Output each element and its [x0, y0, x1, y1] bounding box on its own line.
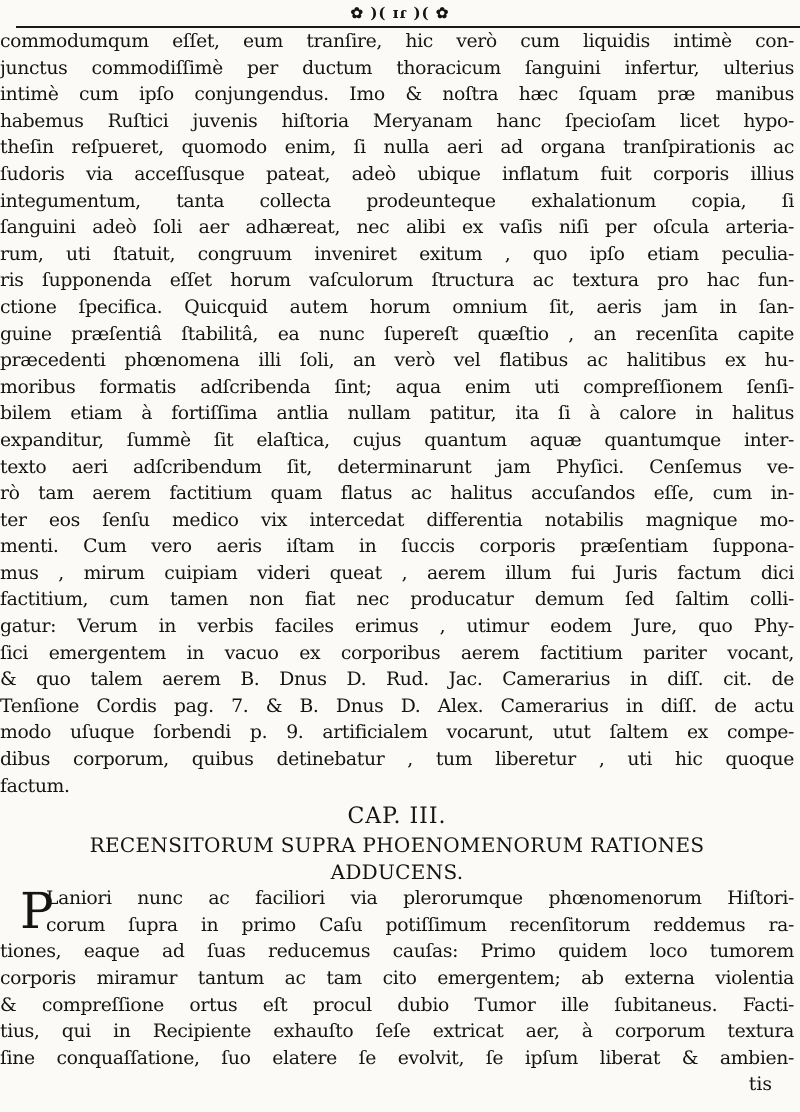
- text-line: guine præſentiâ ſtabilitâ, ea nunc ſupereſt quæſtio , an recenſita capite: [0, 323, 794, 345]
- text-line: commodumqum eſſet, eum tranſire, hic verò cum liquidis intimè con-: [0, 31, 794, 52]
- chapter-title-line-2: ADDUCENS.: [330, 860, 464, 885]
- text-line: bilem etiam à fortiſſima antlia nullam patitur, ita ſi à calore in halitus: [0, 403, 794, 425]
- text-line: dibus corporum, quibus detinebatur , tum liberetur , uti hic quoque: [0, 749, 794, 771]
- text-line: tiones, eaque ad ſuas reducemus cauſas: Primo quidem loco tumorem: [0, 941, 794, 963]
- text-line: & compreſſione ortus eſt procul dubio Tumor ille ſubitaneus. Facti-: [0, 994, 794, 1016]
- text-line: corporis miramur tantum ac tam cito emergentem; ab externa violentia: [0, 968, 794, 989]
- text-line: præcedenti phœnomena illi ſoli, an verò vel flatibus ac halitibus ex hu-: [0, 350, 794, 372]
- text-line: junctus commodiſſimè per ductum thoracicum ſanguini infertur, ulterius: [0, 57, 794, 79]
- text-line: mus , mirum cuipiam videri queat , aerem illum fui Juris factum dici: [0, 562, 794, 584]
- text-line: menti. Cum vero aeris iſtam in ſuccis corporis præſentiam ſuppona-: [0, 536, 794, 558]
- text-line: moribus formatis adſcribenda ſint; aqua enim uti compreſſionem ſenſi-: [0, 376, 794, 398]
- text-line: ctione ſpecifica. Quicquid autem horum omnium ſit, aeris jam in ſan-: [0, 296, 794, 318]
- header-rule: [16, 26, 800, 28]
- chapter-number: CAP. III.: [347, 804, 447, 830]
- text-line: ris ſupponenda eſſet horum vaſculorum ſtructura ac textura pro hac fun-: [0, 270, 794, 292]
- text-line: factum.: [0, 775, 70, 797]
- text-line: gatur: Verum in verbis faciles erimus , utimur eodem Jure, quo Phy-: [0, 616, 794, 638]
- text-line: ſanguini adeò ſoli aer adhæreat, nec alibi ex vaſis niſi per oſcula arteria-: [0, 217, 794, 239]
- text-line: theſin reſpueret, quomodo enim, ſi nulla aeri ad organa tranſpirationis ac: [0, 137, 794, 159]
- text-line: ſine conquaſſatione, ſuo elatere ſe evolvit, ſe ipſum liberat & ambien-: [0, 1047, 794, 1069]
- text-line: modo uſuque ſorbendi p. 9. artificialem vocarunt, utut ſaltem ex compe-: [0, 722, 794, 744]
- header-ornament: ✿ )( ɪɾ )( ✿: [350, 4, 450, 22]
- text-line: habemus Ruſtici juvenis hiſtoria Meryanam hanc ſpecioſam licet hypo-: [0, 110, 794, 132]
- text-line: Laniori nunc ac faciliori via plerorumque phœnomenorum Hiſtori-: [46, 888, 794, 910]
- text-line: corum ſupra in primo Caſu potiſſimum recenſitorum reddemus ra-: [46, 914, 794, 936]
- text-line: & quo talem aerem B. Dnus D. Rud. Jac. Camerarius in diſſ. cit. de: [0, 669, 794, 691]
- text-line: intimè cum ipſo conjungendus. Imo & noſtra hæc ſquam præ manibus: [0, 84, 794, 106]
- text-line: integumentum, tanta collecta prodeunteque exhalationum copia, ſi: [0, 190, 794, 212]
- paragraph-2: [0, 882, 794, 1072]
- paragraph-1: [0, 29, 794, 800]
- chapter-title-line-1: RECENSITORUM SUPRA PHOENOMENORUM RATIONES: [89, 833, 705, 858]
- text-line: ter eos ſenſu medico vix intercedat differentia notabilis magnique mo-: [0, 509, 794, 531]
- text-line: texto aeri adſcribendum ſit, determinarunt jam Phyſici. Cenſemus ve-: [0, 456, 794, 478]
- text-line: rò tam aerem factitium quam flatus ac halitus accuſandos eſſe, cum in-: [0, 483, 794, 505]
- text-line: ſudoris via acceſſusque pateat, adeò ubique inflatum fuit corporis illius: [0, 163, 794, 185]
- text-line: ſici emergentem in vacuo ex corporibus aerem factitium pariter vocant,: [0, 642, 794, 664]
- text-line: tius, qui in Recipiente exhauſto ſeſe extricat aer, à corporum textura: [0, 1021, 794, 1043]
- text-line: expanditur, ſummè ſit elaſtica, cujus quantum aquæ quantumque inter-: [0, 429, 794, 451]
- text-line: factitium, cum tamen non fiat nec producatur demum ſed ſaltim colli-: [0, 589, 794, 611]
- body-text: [0, 29, 794, 1098]
- text-line: Tenſione Cordis pag. 7. & B. Dnus D. Alex. Camerarius in diſſ. de actu: [0, 695, 794, 717]
- catchword: tis: [748, 1074, 772, 1096]
- drop-capital: P: [20, 882, 54, 941]
- text-line: rum, uti ſtatuit, congruum inveniret exitum , quo ipſo etiam peculia-: [0, 243, 794, 265]
